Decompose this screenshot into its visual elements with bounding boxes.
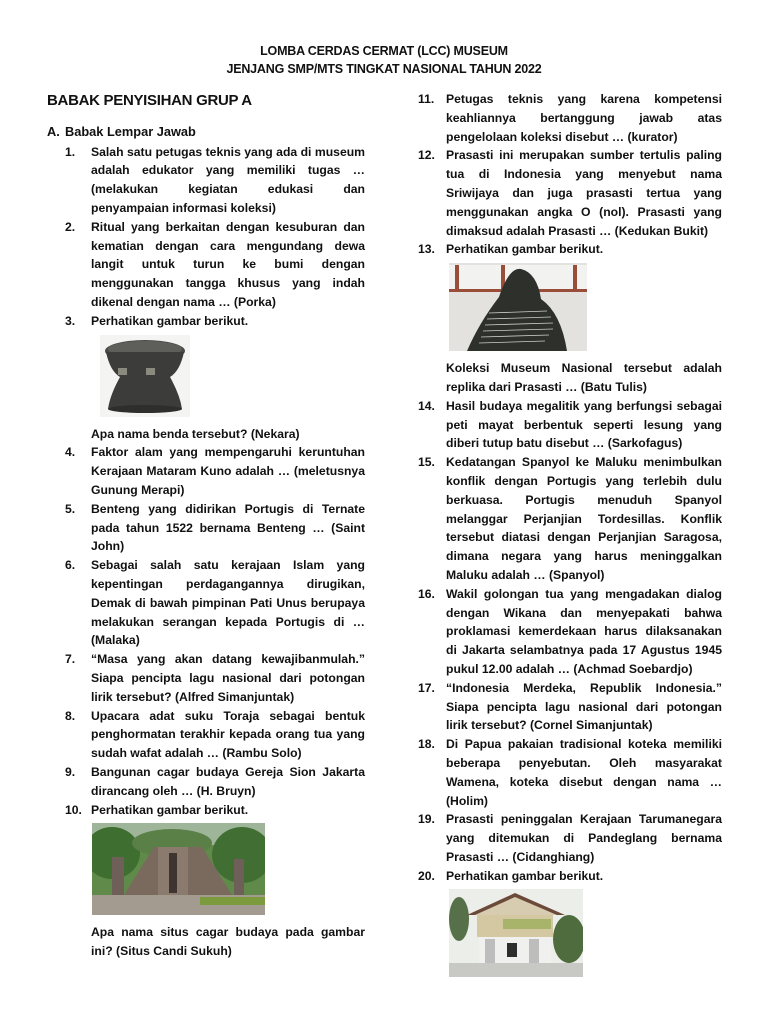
question-item-10: [47, 801, 365, 961]
question-text: “Indonesia Merdeka, Republik Indonesia.” Siapa pencipta lagu nasional dari potongan lirik tersebut? (Cornel Simanjuntak): [446, 680, 722, 733]
question-number: 15.: [418, 455, 435, 470]
question-number: 20.: [418, 868, 435, 883]
rumah-adat-photo: [449, 889, 583, 977]
question-list-left: [47, 143, 365, 961]
question-text: “Masa yang akan datang kewajibanmulah.” Siapa pencipta lagu nasional dari potongan lirik tersebut? (Alfred Simanjuntak): [91, 652, 365, 704]
prasasti-batu-tulis-photo: [449, 263, 587, 351]
question-number: 19.: [418, 812, 435, 827]
question-item-9: [47, 763, 365, 801]
question-number: 4.: [65, 445, 76, 460]
question-item-19: [418, 810, 722, 866]
question-item-4: [47, 443, 365, 499]
question-text: Perhatikan gambar berikut.: [446, 868, 604, 883]
question-number: 16.: [418, 586, 435, 601]
question-item-12: [418, 146, 722, 240]
question-item-16: [418, 585, 722, 679]
question-item-8: [47, 707, 365, 763]
question-followup: Apa nama situs cagar budaya pada gambar ini? (Situs Candi Sukuh): [91, 925, 365, 959]
question-item-20: [418, 867, 722, 986]
question-text: Sebagai salah satu kerajaan Islam yang kepentingan perdagangannya dirugikan, Demak di bawah pimpinan Pati Unus berupaya melakukan serangan kepada Portugis di … (Malaka): [91, 558, 365, 648]
question-text: Ritual yang berkaitan dengan kesuburan dan kematian dengan cara mengundang dewa langit untuk turun ke bumi dengan menggunakan tangga khusus yang indah dikenal dengan nama … (Porka): [91, 219, 365, 309]
subsection-label: A.: [47, 123, 60, 139]
question-number: 11.: [418, 92, 435, 106]
question-text: Benteng yang didirikan Portugis di Ternate pada tahun 1522 bernama Benteng … (Saint John): [91, 501, 365, 554]
question-text: Salah satu petugas teknis yang ada di museum adalah edukator yang memiliki tugas … (melakukan kegiatan edukasi dan penyampaian informasi koleksi): [91, 144, 365, 215]
question-text: Faktor alam yang mempengaruhi keruntuhan Kerajaan Mataram Kuno adalah … (meletusnya Gunung Merapi): [91, 445, 365, 497]
question-item-7: [47, 650, 365, 706]
question-text: Bangunan cagar budaya Gereja Sion Jakarta dirancang oleh … (H. Bruyn): [91, 764, 365, 798]
question-item-18: [418, 735, 722, 810]
nekara-bronze-drum-photo: [100, 335, 190, 417]
section-title: BABAK PENYISIHAN GRUP A: [47, 92, 252, 109]
question-text: Petugas teknis yang karena kompetensi keahliannya bertanggung jawab atas pengelolaan koleksi disebut … (kurator): [446, 92, 722, 144]
question-number: 10.: [65, 802, 82, 817]
question-item-1: [47, 143, 365, 218]
question-number: 13.: [418, 242, 435, 257]
question-number: 2.: [65, 219, 76, 234]
question-item-17: [418, 679, 722, 735]
question-text: Upacara adat suku Toraja sebagai bentuk penghormatan terakhir kepada orang tua yang sudah wafat adalah … (Rambu Solo): [91, 708, 365, 761]
question-text: Kedatangan Spanyol ke Maluku menimbulkan konflik dengan Portugis yang terlebih dulu berkuasa. Portugis menuduh Spanyol melanggar Perjanjian Tordesillas. Konflik tersebut diatasi dengan Perjanjian Saragosa, dimana negara yang harus meninggalkan Maluku adalah … (Spanyol): [446, 455, 722, 582]
question-followup: Koleksi Museum Nasional tersebut adalah replika dari Prasasti … (Batu Tulis): [446, 361, 722, 394]
question-text: Perhatikan gambar berikut.: [91, 313, 249, 328]
question-text: Perhatikan gambar berikut.: [446, 242, 604, 257]
question-number: 7.: [65, 652, 76, 667]
subsection-title: Babak Lempar Jawab: [65, 123, 196, 139]
question-item-6: [47, 556, 365, 650]
question-list-right: [418, 90, 722, 985]
question-number: 18.: [418, 737, 435, 752]
question-number: 14.: [418, 398, 435, 413]
question-item-11: [418, 90, 722, 146]
question-text: Di Papua pakaian tradisional koteka memiliki beberapa penyebutan. Oleh masyarakat Wamena, koteka disebut dengan nama … (Holim): [446, 737, 722, 808]
document-header: [0, 42, 768, 78]
header-title-line2: JENJANG SMP/MTS TINGKAT NASIONAL TAHUN 2022: [226, 62, 542, 76]
question-number: 17.: [418, 680, 435, 695]
question-item-2: [47, 218, 365, 312]
question-number: 1.: [65, 144, 76, 159]
question-number: 8.: [65, 708, 76, 723]
left-column: [47, 90, 365, 961]
question-item-5: [47, 500, 365, 556]
question-text: Hasil budaya megalitik yang berfungsi sebagai peti mayat berbentuk seperti lesung yang diberi tutup batu disebut … (Sarkofagus): [446, 398, 722, 451]
candi-sukuh-photo: [92, 823, 265, 915]
right-column: [418, 90, 722, 985]
question-item-3: [47, 312, 365, 444]
question-text: Wakil golongan tua yang mengadakan dialog dengan Wikana dan menyepakati bahwa proklamasi kemerdekaan harus dilaksanakan di Jakarta selambatnya pada 17 Agustus 1945 pukul 12.00 adalah … (Achmad Soebardjo): [446, 586, 722, 676]
question-item-13: [418, 240, 722, 396]
question-number: 5.: [65, 501, 76, 516]
question-item-15: [418, 453, 722, 585]
question-number: 12.: [418, 148, 435, 163]
subsection-heading: [47, 123, 365, 142]
question-text: Prasasti peninggalan Kerajaan Tarumanegara yang ditemukan di Pandeglang bernama Prasasti … (Cidanghiang): [446, 812, 722, 864]
question-text: Perhatikan gambar berikut.: [91, 802, 249, 817]
question-followup: Apa nama benda tersebut? (Nekara): [91, 426, 300, 441]
question-text: Prasasti ini merupakan sumber tertulis paling tua di Indonesia yang menyebut nama Sriwijaya dan juga prasasti tertua yang menggunakan angka O (nol). Prasasti yang dimaksud adalah Prasasti … (Kedukan Bukit): [446, 148, 722, 238]
header-title-line1: LOMBA CERDAS CERMAT (LCC) MUSEUM: [260, 44, 508, 58]
question-number: 6.: [65, 558, 76, 573]
question-number: 3.: [65, 313, 76, 328]
question-number: 9.: [65, 764, 76, 779]
question-item-14: [418, 397, 722, 453]
